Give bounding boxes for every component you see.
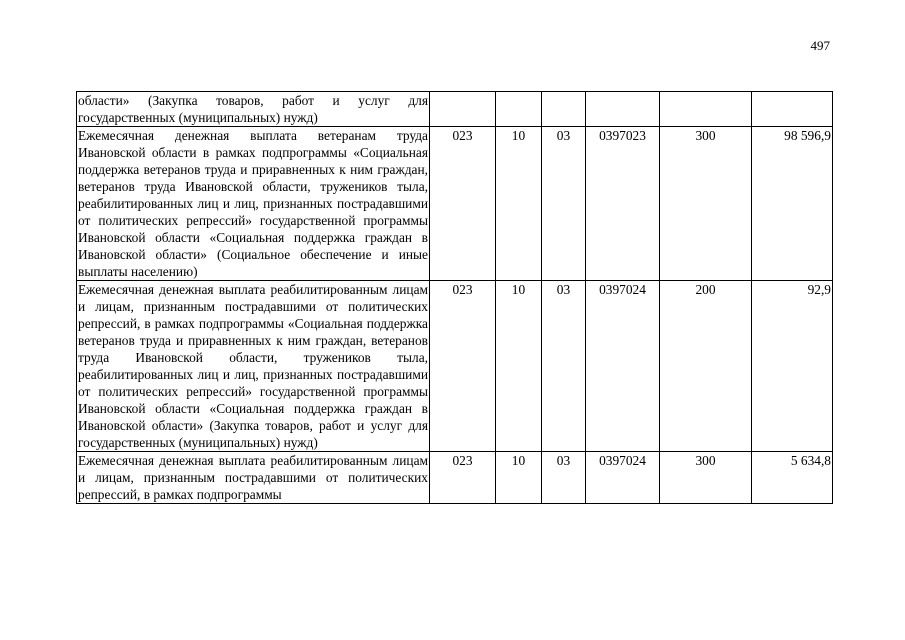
page-number: 497	[810, 38, 830, 53]
row-description-cell	[77, 452, 430, 504]
row-description: области» (Закупка товаров, работ и услуг для государственных (муниципальных) нужд)	[78, 93, 428, 125]
ministry-code-cell: 023	[430, 452, 496, 504]
table-row	[77, 281, 833, 452]
expense-type-cell: 200	[660, 281, 752, 452]
target-article-cell: 0397024	[586, 281, 660, 452]
table-row	[77, 92, 833, 127]
section-code-cell: 10	[496, 127, 542, 281]
budget-table	[76, 91, 833, 504]
amount-cell	[752, 92, 833, 127]
expense-type-cell: 300	[660, 452, 752, 504]
row-description: Ежемесячная денежная выплата реабилитированным лицам и лицам, признанным пострадавшими от политических репрессий, в рамках подпрограммы «Социальная поддержка ветеранов труда и приравненных к ним граждан, ветеранов труда Ивановской области, тружеников тыла, реабилитированных лиц и лиц, признанных пострадавшими от политических репрессий» государственной программы Ивановской области «Социальная поддержка граждан в Ивановской области» (Закупка товаров, работ и услуг для государственных (муниципальных) нужд)	[78, 282, 428, 450]
expense-type-cell	[660, 92, 752, 127]
expense-type-cell: 300	[660, 127, 752, 281]
table-row	[77, 452, 833, 504]
subsection-code-cell	[542, 92, 586, 127]
target-article-cell	[586, 92, 660, 127]
subsection-code-cell: 03	[542, 127, 586, 281]
ministry-code-cell: 023	[430, 281, 496, 452]
subsection-code-cell: 03	[542, 452, 586, 504]
amount-cell: 98 596,9	[752, 127, 833, 281]
section-code-cell	[496, 92, 542, 127]
row-description: Ежемесячная денежная выплата ветеранам труда Ивановской области в рамках подпрограммы «Социальная поддержка ветеранов труда и приравненных к ним граждан, ветеранов труда Ивановской области, тружеников тыла, реабилитированных лиц и лиц, признанных пострадавшими от политических репрессий» государственной программы Ивановской области «Социальная поддержка граждан в Ивановской области» (Социальное обеспечение и иные выплаты населению)	[78, 128, 428, 279]
target-article-cell: 0397024	[586, 452, 660, 504]
subsection-code-cell: 03	[542, 281, 586, 452]
table-row	[77, 127, 833, 281]
row-description: Ежемесячная денежная выплата реабилитированным лицам и лицам, признанным пострадавшими от политических репрессий, в рамках подпрограммы	[78, 453, 428, 502]
ministry-code-cell	[430, 92, 496, 127]
ministry-code-cell: 023	[430, 127, 496, 281]
amount-cell: 92,9	[752, 281, 833, 452]
section-code-cell: 10	[496, 452, 542, 504]
target-article-cell: 0397023	[586, 127, 660, 281]
section-code-cell: 10	[496, 281, 542, 452]
amount-cell: 5 634,8	[752, 452, 833, 504]
